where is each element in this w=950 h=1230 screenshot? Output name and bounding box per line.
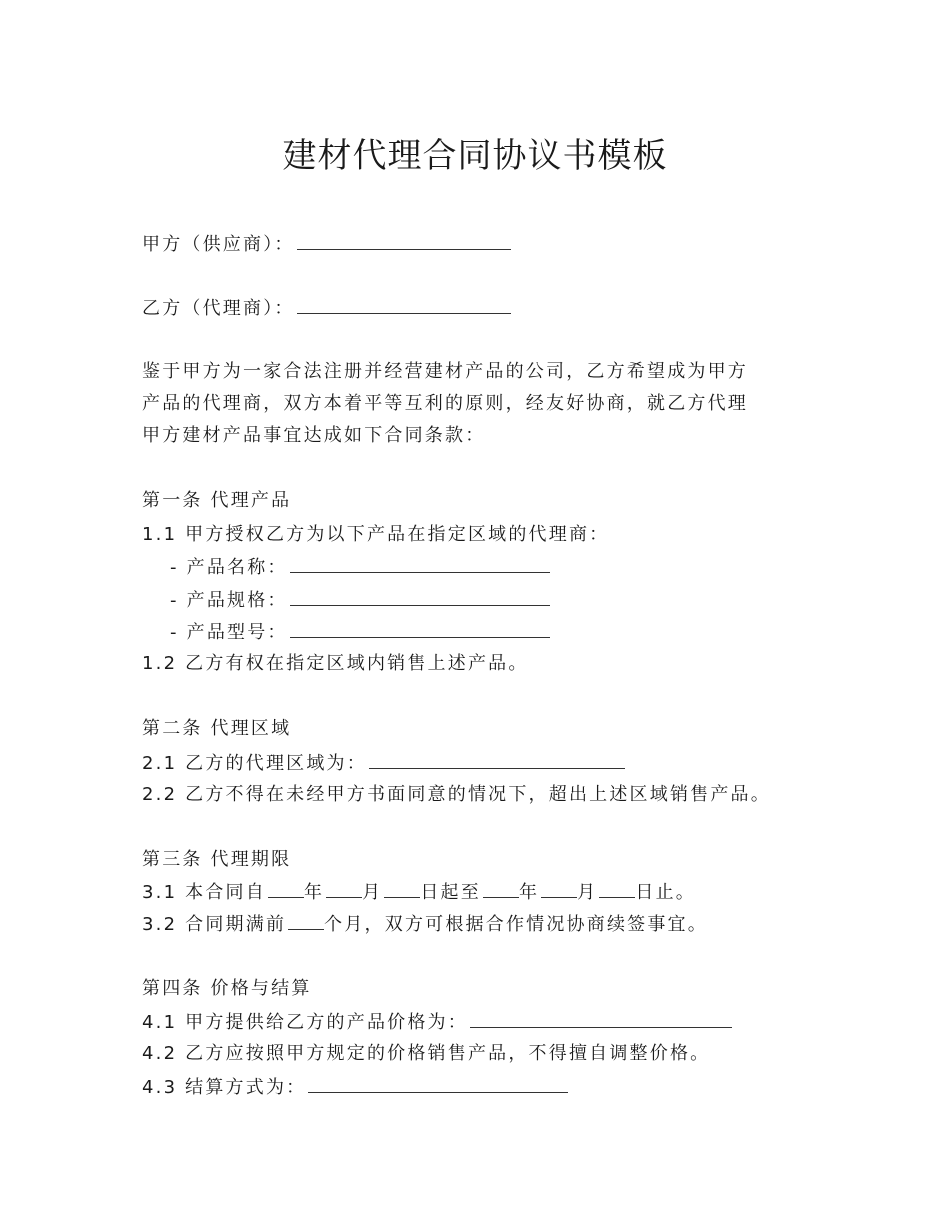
product-name-label: - 产品名称： (170, 557, 288, 578)
clause-4-3-label: 4.3 结算方式为： (142, 1077, 307, 1098)
end-year-label: 年 (518, 882, 540, 903)
start-year-blank[interactable] (268, 877, 304, 898)
product-name-line (170, 552, 550, 583)
preamble-line-2: 产品的代理商，双方本着平等互利的原则，经友好协商，就乙方代理 (142, 393, 748, 414)
end-month-label: 月 (577, 882, 598, 903)
clause-4-1-label: 4.1 甲方提供给乙方的产品价格为： (142, 1012, 468, 1033)
product-model-blank[interactable] (290, 617, 550, 638)
start-month-blank[interactable] (326, 877, 362, 898)
product-spec-label: - 产品规格： (170, 590, 288, 611)
end-year-blank[interactable] (483, 877, 519, 898)
price-blank[interactable] (470, 1007, 732, 1028)
product-model-label: - 产品型号： (170, 622, 288, 643)
clause-2-1-line (142, 748, 625, 779)
product-spec-line (170, 585, 550, 616)
clause-3-1-line (142, 877, 696, 908)
document-title: 建材代理合同协议书模板 (282, 136, 668, 176)
product-model-line (170, 617, 550, 648)
party-a-label: 甲方（供应商）： (142, 234, 295, 255)
clause-3-1-prefix: 3.1 本合同自 (142, 882, 266, 903)
party-b-line (142, 293, 511, 324)
end-month-blank[interactable] (541, 877, 577, 898)
start-year-label: 年 (303, 882, 325, 903)
clause-3-2-line (142, 909, 708, 940)
region-blank[interactable] (369, 748, 625, 769)
renewal-months-blank[interactable] (288, 909, 324, 930)
preamble-line-1: 鉴于甲方为一家合法注册并经营建材产品的公司，乙方希望成为甲方 (142, 361, 748, 382)
product-name-blank[interactable] (290, 552, 550, 573)
start-month-label: 月 (362, 882, 383, 903)
article4-heading: 第四条 价格与结算 (142, 978, 312, 999)
article3-heading: 第三条 代理期限 (142, 849, 292, 870)
clause-3-2-prefix: 3.2 合同期满前 (142, 914, 287, 935)
party-b-blank[interactable] (297, 293, 511, 314)
clause-4-3-line (142, 1072, 568, 1103)
clause-4-2: 4.2 乙方应按照甲方规定的价格销售产品，不得擅自调整价格。 (142, 1043, 711, 1064)
start-day-label: 日起至 (420, 882, 481, 903)
preamble-line-3: 甲方建材产品事宜达成如下合同条款： (142, 425, 486, 446)
settlement-blank[interactable] (308, 1072, 568, 1093)
clause-3-2-suffix: 个月，双方可根据合作情况协商续签事宜。 (324, 914, 708, 935)
start-day-blank[interactable] (384, 877, 420, 898)
article2-heading: 第二条 代理区域 (142, 718, 292, 739)
party-a-blank[interactable] (297, 229, 511, 250)
clause-4-1-line (142, 1007, 732, 1038)
clause-1-1: 1.1 甲方授权乙方为以下产品在指定区域的代理商： (142, 524, 610, 545)
clause-2-1-label: 2.1 乙方的代理区域为： (142, 753, 367, 774)
end-day-blank[interactable] (599, 877, 635, 898)
end-day-label: 日止。 (635, 882, 696, 903)
product-spec-blank[interactable] (290, 585, 550, 606)
party-a-line (142, 229, 511, 260)
clause-1-2: 1.2 乙方有权在指定区域内销售上述产品。 (142, 653, 529, 674)
article1-heading: 第一条 代理产品 (142, 490, 292, 511)
party-b-label: 乙方（代理商）： (142, 298, 295, 319)
clause-2-2: 2.2 乙方不得在未经甲方书面同意的情况下，超出上述区域销售产品。 (142, 784, 771, 805)
